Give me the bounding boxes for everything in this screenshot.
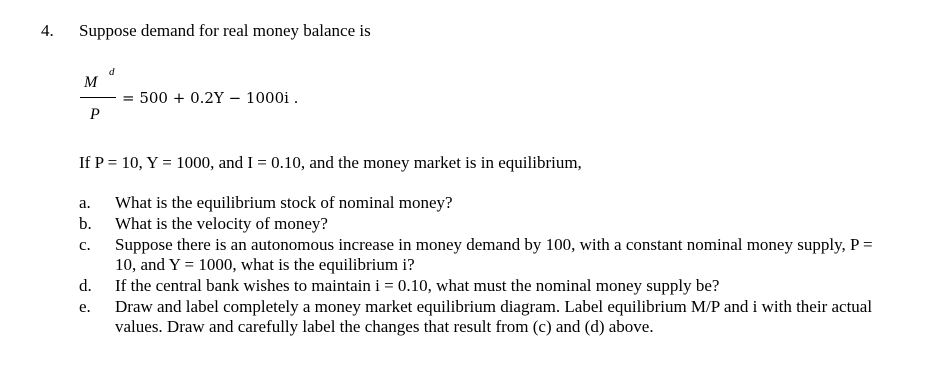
question-stem: Suppose demand for real money balance is [79,21,371,40]
part-text: What is the velocity of money? [115,214,328,233]
fraction-bar [80,97,116,98]
equilibrium-condition: If P = 10, Y = 1000, and I = 0.10, and the money market is in equilibrium, [79,153,582,172]
part-letter: c. [79,235,91,254]
equation-superscript: d [109,66,115,78]
equation-rhs: = 500 + 0.2Y − 1000i . [122,89,299,107]
part-a [79,193,889,213]
part-c [79,235,889,275]
equation-numerator: M [84,74,98,91]
question-parts [79,193,889,338]
part-text: What is the equilibrium stock of nominal money? [115,193,453,212]
part-letter: d. [79,276,92,295]
part-b [79,214,889,234]
part-d [79,276,889,296]
part-text: Suppose there is an autonomous increase in money demand by 100, with a constant nominal money supply, P = 10, and Y = 1000, what is the equilibrium i? [115,235,873,274]
question-number: 4. [41,21,54,40]
part-text: Draw and label completely a money market equilibrium diagram. Label equilibrium M/P and i with their actual values. Draw and carefully label the changes that result from (c) and (d) above. [115,297,873,336]
money-demand-equation [80,66,480,126]
part-letter: b. [79,214,92,233]
equation-denominator: P [90,106,100,123]
part-letter: e. [79,297,91,316]
part-letter: a. [79,193,91,212]
part-text: If the central bank wishes to maintain i = 0.10, what must the nominal money supply be? [115,276,720,295]
part-e [79,297,889,337]
